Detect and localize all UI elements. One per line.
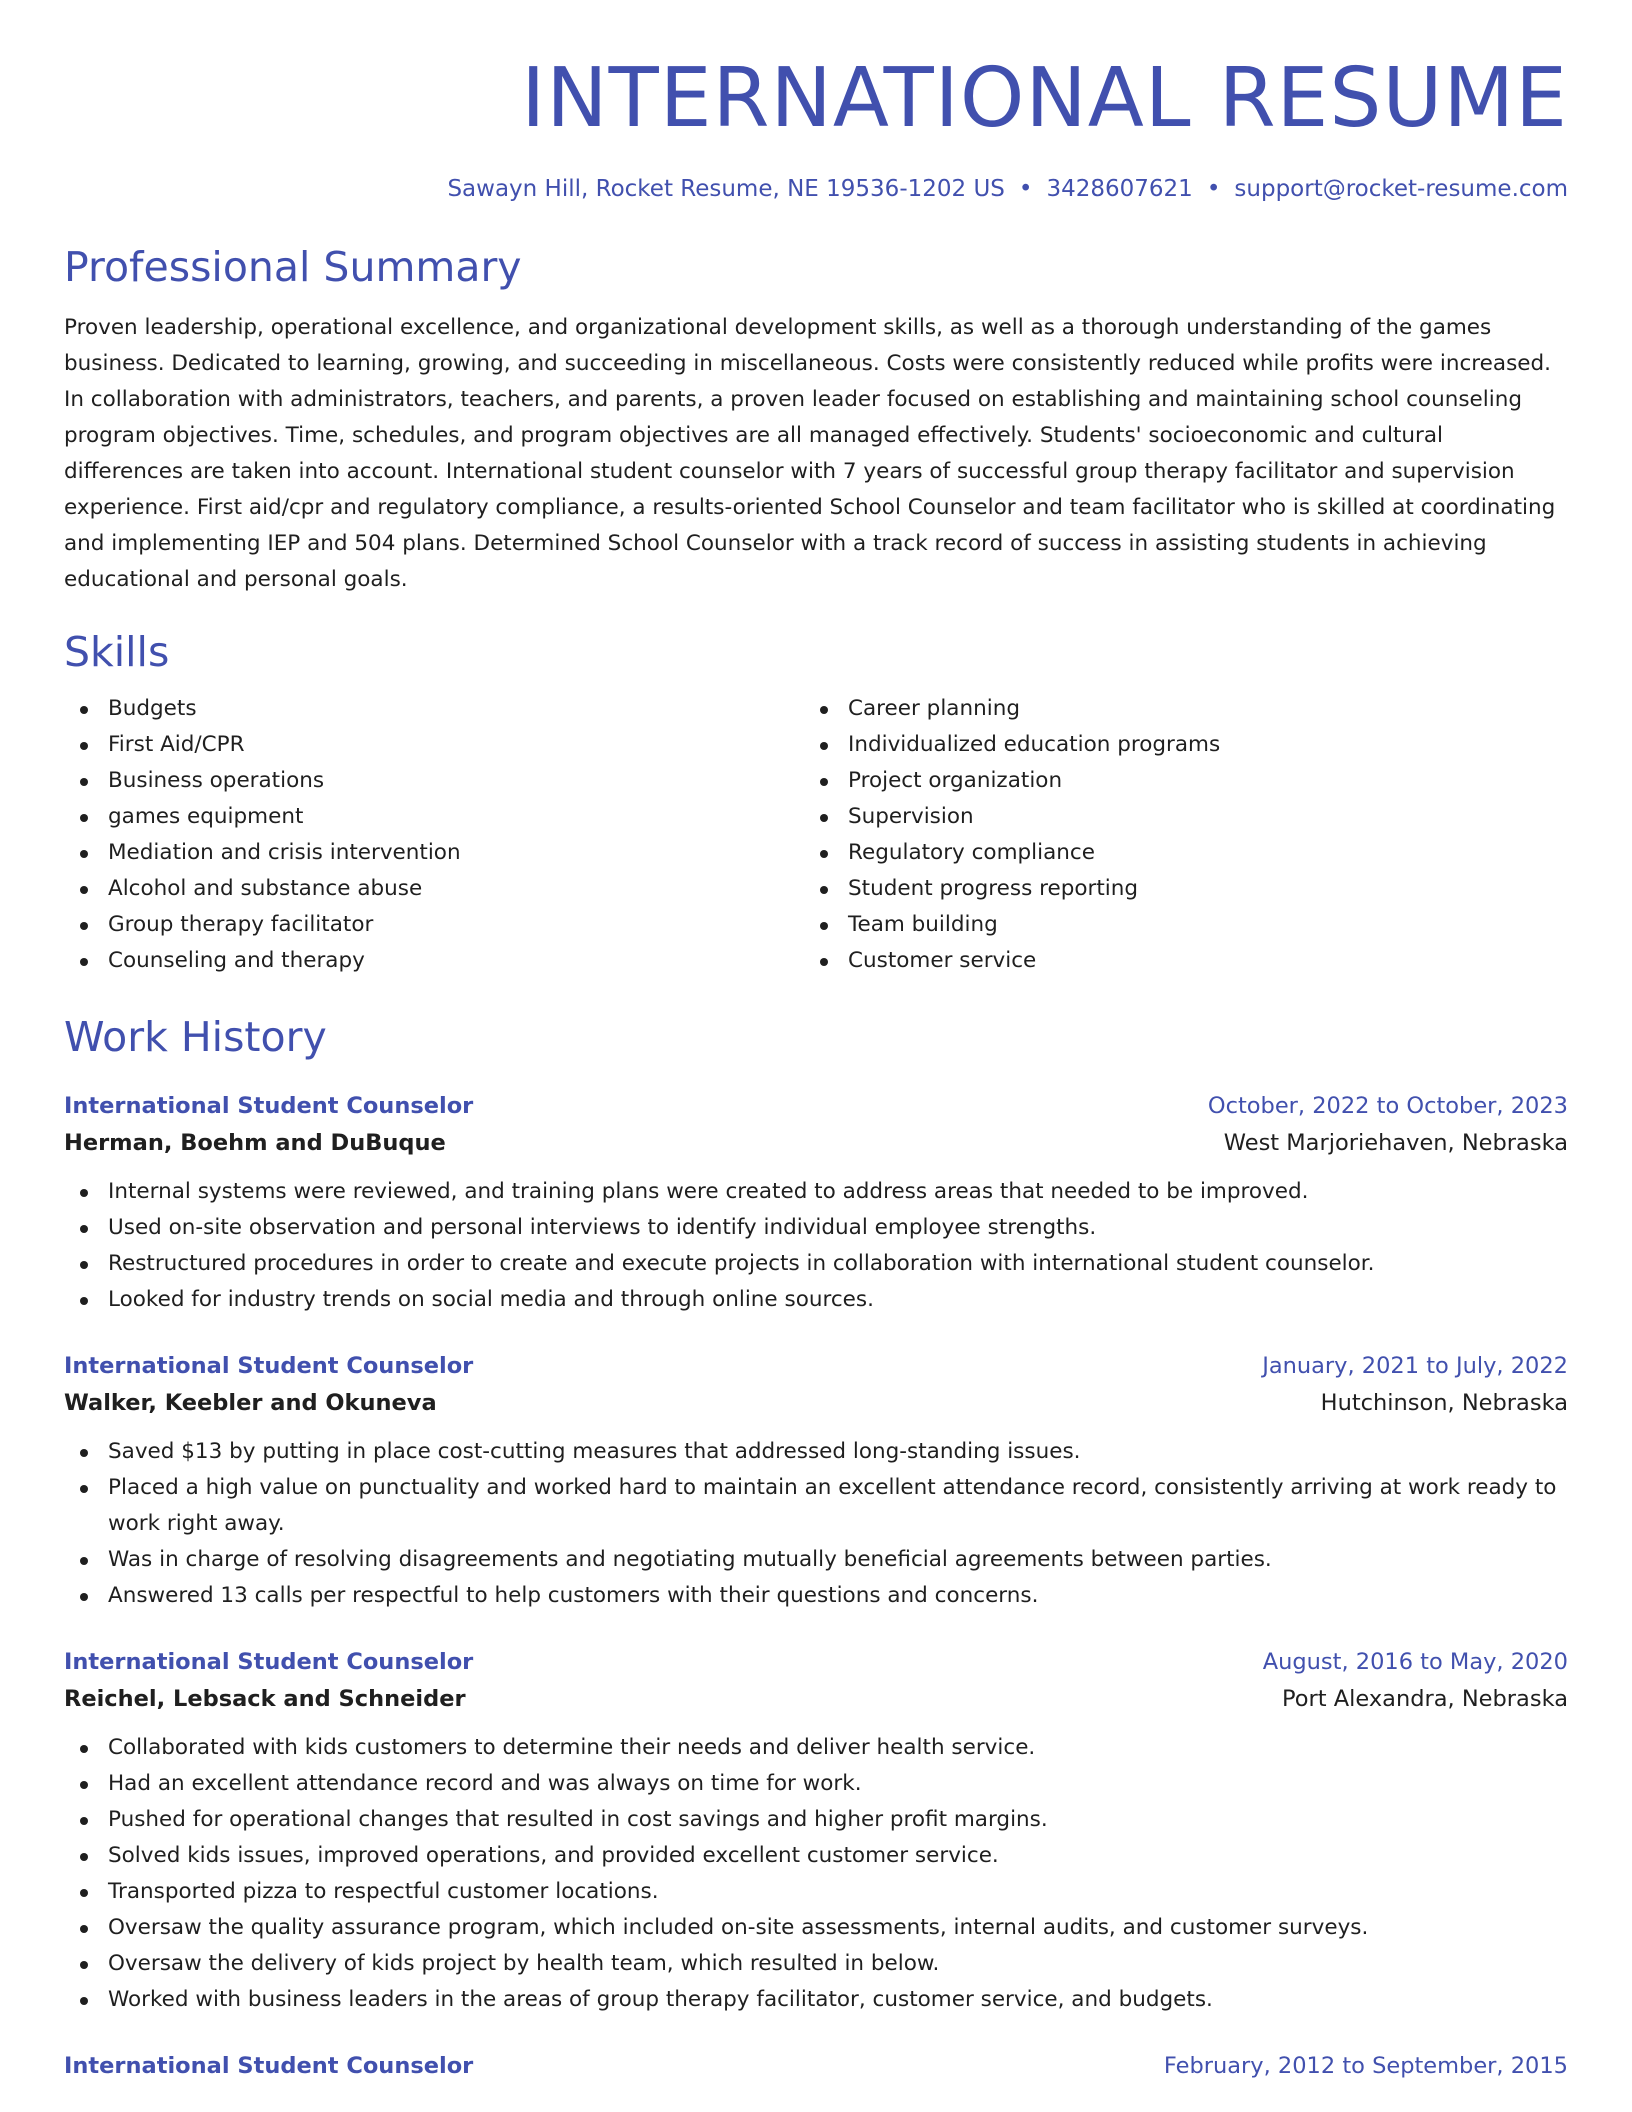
skill-item: Individualized education programs: [804, 727, 1544, 763]
job-company: Walker, Keebler and Okuneva: [64, 1390, 437, 1416]
skill-item: Business operations: [64, 763, 804, 799]
job-duty: Worked with business leaders in the areas of group therapy facilitator, customer service, and budgets.: [64, 1982, 1568, 2018]
job-duty: Solved kids issues, improved operations, and provided excellent customer service.: [64, 1838, 1568, 1874]
skill-item: Alcohol and substance abuse: [64, 871, 804, 907]
job-duties: [64, 1174, 1568, 1318]
contact-line: [64, 178, 1568, 201]
skill-item: Student progress reporting: [804, 871, 1544, 907]
job-duty: Restructured procedures in order to create and execute projects in collaboration with international student counselor.: [64, 1246, 1568, 1282]
skill-item: games equipment: [64, 799, 804, 835]
skills-list-left: [64, 691, 804, 979]
contact-email[interactable]: support@rocket-resume.com: [1234, 176, 1568, 202]
job-location: Port Alexandra, Nebraska: [1282, 1686, 1568, 1712]
job-duty: Pushed for operational changes that resulted in cost savings and higher profit margins.: [64, 1802, 1568, 1838]
job-entry: [64, 1348, 1568, 1614]
contact-separator: •: [1018, 176, 1033, 202]
job-company-row: [64, 1384, 1568, 1422]
job-duty: Used on-site observation and personal interviews to identify individual employee strengths.: [64, 1210, 1568, 1246]
skills-list-right: [804, 691, 1544, 979]
skill-item: Project organization: [804, 763, 1544, 799]
job-entry: [64, 1088, 1568, 1318]
skill-item: First Aid/CPR: [64, 727, 804, 763]
job-header-row: [64, 1088, 1568, 1124]
job-location: West Marjoriehaven, Nebraska: [1223, 1130, 1568, 1156]
job-duty: Saved $13 by putting in place cost-cutting measures that addressed long-standing issues.: [64, 1434, 1568, 1470]
job-header-row: [64, 1348, 1568, 1384]
summary-heading: Professional Summary: [64, 243, 522, 291]
job-company-row: [64, 1680, 1568, 1718]
job-duty: Oversaw the delivery of kids project by health team, which resulted in below.: [64, 1946, 1568, 1982]
skills-columns: [64, 691, 1568, 979]
job-company: Reichel, Lebsack and Schneider: [64, 1686, 466, 1712]
skill-item: Budgets: [64, 691, 804, 727]
skill-item: Career planning: [804, 691, 1544, 727]
job-duty: Was in charge of resolving disagreements and negotiating mutually beneficial agreements between parties.: [64, 1542, 1568, 1578]
job-dates: October, 2022 to October, 2023: [1207, 1093, 1568, 1119]
job-entry: [64, 1644, 1568, 2018]
skill-item: Group therapy facilitator: [64, 907, 804, 943]
skills-heading: Skills: [64, 628, 170, 676]
skill-item: Regulatory compliance: [804, 835, 1544, 871]
work-history-heading: Work History: [64, 1013, 327, 1061]
job-header-row: [64, 1644, 1568, 1680]
job-duty: Collaborated with kids customers to determine their needs and deliver health service.: [64, 1730, 1568, 1766]
job-dates: February, 2012 to September, 2015: [1163, 2053, 1568, 2079]
job-duty: Oversaw the quality assurance program, which included on-site assessments, internal audits, and customer surveys.: [64, 1910, 1568, 1946]
job-company: Herman, Boehm and DuBuque: [64, 1130, 446, 1156]
skill-item: Customer service: [804, 943, 1544, 979]
job-duties: [64, 1730, 1568, 2018]
contact-separator: •: [1206, 176, 1221, 202]
job-duty: Had an excellent attendance record and was always on time for work.: [64, 1766, 1568, 1802]
job-duty: Placed a high value on punctuality and worked hard to maintain an excellent attendance record, consistently arriving at work ready to work right away.: [64, 1470, 1568, 1542]
skill-item: Mediation and crisis intervention: [64, 835, 804, 871]
job-location: Hutchinson, Nebraska: [1320, 1390, 1568, 1416]
summary-text: Proven leadership, operational excellence, and organizational development skills, as well as a thorough understanding of the games business. Dedicated to learning, growing, and succeeding in miscellaneous. Costs were consistently reduced while profits were increased. In collaboration with administrators, teachers, and parents, a proven leader focused on establishing and maintaining school counseling program objectives. Time, schedules, and program objectives are all managed effectively. Students' socioeconomic and cultural differences are taken into account. International student counselor with 7 years of successful group therapy facilitator and supervision experience. First aid/cpr and regulatory compliance, a results-oriented School Counselor and team facilitator who is skilled at coordinating and implementing IEP and 504 plans. Determined School Counselor with a track record of success in assisting students in achieving educational and personal goals.: [64, 315, 1556, 592]
job-title: International Student Counselor: [64, 1353, 474, 1379]
job-company-row: [64, 1124, 1568, 1162]
job-duty: Answered 13 calls per respectful to help customers with their questions and concerns.: [64, 1578, 1568, 1614]
skill-item: Supervision: [804, 799, 1544, 835]
job-duty: Transported pizza to respectful customer locations.: [64, 1874, 1568, 1910]
contact-phone: 3428607621: [1046, 176, 1193, 202]
job-title: International Student Counselor: [64, 1093, 474, 1119]
job-entry: [64, 2048, 1568, 2084]
job-duty: Looked for industry trends on social media and through online sources.: [64, 1282, 1568, 1318]
job-duty: Internal systems were reviewed, and training plans were created to address areas that needed to be improved.: [64, 1174, 1568, 1210]
contact-address: Sawayn Hill, Rocket Resume, NE 19536-1202 US: [447, 176, 1005, 202]
skill-item: Counseling and therapy: [64, 943, 804, 979]
job-dates: January, 2021 to July, 2022: [1262, 1353, 1568, 1379]
job-dates: August, 2016 to May, 2020: [1262, 1649, 1568, 1675]
job-title: International Student Counselor: [64, 2053, 474, 2079]
job-header-row: [64, 2048, 1568, 2084]
resume-title: INTERNATIONAL RESUME: [521, 51, 1568, 146]
job-duties: [64, 1434, 1568, 1614]
job-title: International Student Counselor: [64, 1649, 474, 1675]
skill-item: Team building: [804, 907, 1544, 943]
